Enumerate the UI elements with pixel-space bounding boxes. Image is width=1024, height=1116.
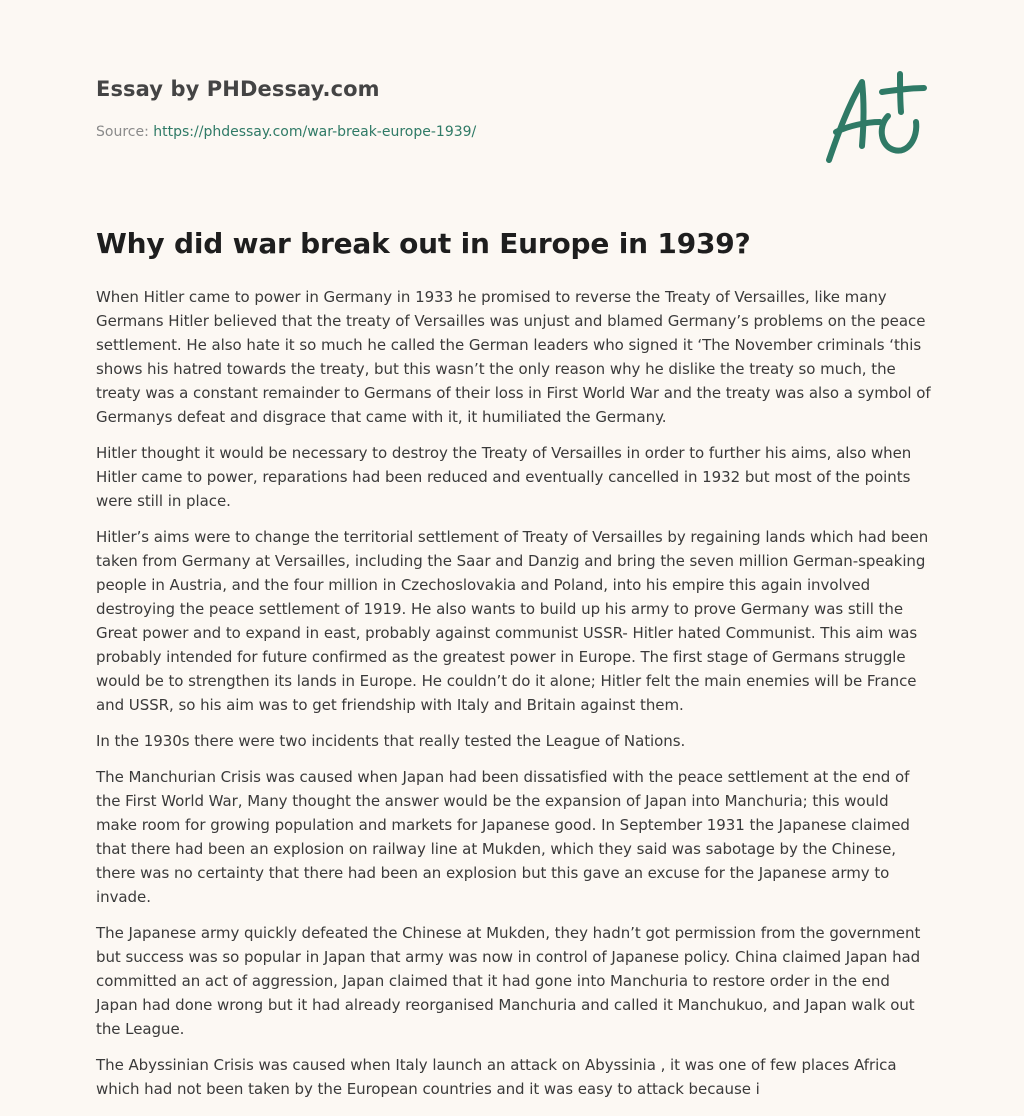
source-line	[96, 124, 476, 140]
essay-paragraph: The Abyssinian Crisis was caused when Italy launch an attack on Abyssinia , it was one of few places Africa which had not been taken by the European countries and it was easy to attack because i	[96, 1056, 897, 1098]
site-brand: Essay by PHDessay.com	[96, 77, 380, 101]
essay-paragraph: The Manchurian Crisis was caused when Japan had been dissatisfied with the peace settlement at the end of the First World War, Many thought the answer would be the expansion of Japan into Manchuria; this would make room for growing population and markets for Japanese good. In September 1931 the Japanese claimed that there had been an explosion on railway line at Mukden, which they said was sabotage by the Chinese, there was no certainty that there had been an explosion but this gave an excuse for the Japanese army to invade.	[96, 768, 910, 906]
source-link[interactable]: https://phdessay.com/war-break-europe-1939/	[153, 124, 477, 140]
essay-paragraph: Hitler thought it would be necessary to destroy the Treaty of Versailles in order to further his aims, also when Hitler came to power, reparations had been reduced and eventually cancelled in 1932 but most of the points were still in place.	[96, 444, 912, 510]
essay-body	[96, 285, 932, 1113]
essay-paragraph: Hitler’s aims were to change the territorial settlement of Treaty of Versailles by regaining lands which had been taken from Germany at Versailles, including the Saar and Danzig and bring the seven million German-speaking people in Austria, and the four million in Czechoslovakia and Poland, into his empire this again involved destroying the peace settlement of 1919. He also wants to build up his army to prove Germany was still the Great power and to expand in east, probably against communist USSR- Hitler hated Communist. This aim was probably intended for future confirmed as the greatest power in Europe. The first stage of Germans struggle would be to strengthen its lands in Europe. He couldn’t do it alone; Hitler felt the main enemies will be France and USSR, so his aim was to get friendship with Italy and Britain against them.	[96, 528, 929, 714]
essay-paragraph: The Japanese army quickly defeated the Chinese at Mukden, they hadn’t got permission from the government but success was so popular in Japan that army was now in control of Japanese policy. China claimed Japan had committed an act of aggression, Japan claimed that it had gone into Manchuria to restore order in the end Japan had done wrong but it had already reorganised Manchuria and called it Manchukuo, and Japan walk out the League.	[96, 924, 921, 1038]
essay-paragraph: In the 1930s there were two incidents that really tested the League of Nations.	[96, 732, 686, 750]
source-label: Source:	[96, 124, 149, 140]
essay-paragraph: When Hitler came to power in Germany in 1933 he promised to reverse the Treaty of Versailles, like many Germans Hitler believed that the treaty of Versailles was unjust and blamed Germany’s problems on the peace settlement. He also hate it so much he called the German leaders who signed it ‘The November criminals ‘this shows his hatred towards the treaty, but this wasn’t the only reason why he dislike the treaty so much, the treaty was a constant remainder to Germans of their loss in First World War and the treaty was also a symbol of Germanys defeat and disgrace that came with it, it humiliated the Germany.	[96, 288, 931, 426]
a-plus-logo-icon	[818, 64, 930, 168]
essay-title: Why did war break out in Europe in 1939?	[96, 227, 751, 260]
